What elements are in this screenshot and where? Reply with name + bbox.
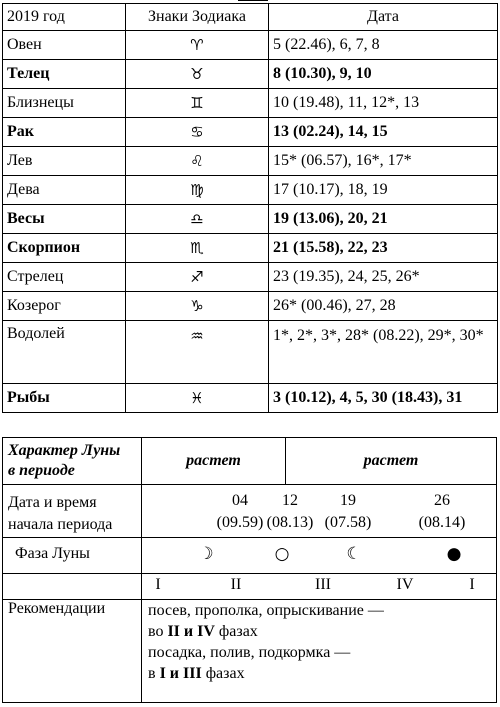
- zodiac-symbol-icon: ♐︎: [126, 263, 269, 292]
- header-year: 2019 год: [3, 4, 126, 31]
- moon-roman-row: [3, 573, 496, 600]
- zodiac-table: [2, 3, 498, 413]
- phase-number: II: [230, 576, 242, 593]
- moon-date-label: Дата и время начала периода: [8, 494, 113, 533]
- zodiac-symbol-icon: ♏︎: [126, 234, 269, 263]
- waning-crescent-icon: ☾: [346, 544, 362, 564]
- zodiac-dates: 5 (22.46), 6, 7, 8: [269, 31, 498, 60]
- moon-recommendations-row: [3, 599, 496, 702]
- zodiac-sign-name: Стрелец: [3, 263, 126, 292]
- zodiac-symbol-icon: ♍︎: [126, 176, 269, 205]
- zodiac-sign-name: Рыбы: [3, 384, 126, 413]
- zodiac-dates: 8 (10.30), 9, 10: [269, 60, 498, 89]
- moon-character-label: Характер Луны в периоде: [8, 442, 121, 479]
- zodiac-symbol-icon: ♌︎: [126, 147, 269, 176]
- period-time: (08.14): [418, 514, 466, 531]
- zodiac-dates: 19 (13.06), 20, 21: [269, 205, 498, 234]
- zodiac-row: [3, 147, 498, 176]
- zodiac-symbol-icon: ♎︎: [126, 205, 269, 234]
- full-moon-icon: ○: [274, 544, 290, 564]
- zodiac-row: [3, 384, 498, 413]
- period-time: (07.58): [324, 514, 372, 531]
- zodiac-row: [3, 118, 498, 147]
- period-day: 26: [434, 492, 450, 509]
- zodiac-dates: 3 (10.12), 4, 5, 30 (18.43), 31: [269, 384, 498, 413]
- zodiac-header-row: [3, 4, 498, 31]
- period-time: (08.13): [266, 514, 314, 531]
- zodiac-sign-name: Дева: [3, 176, 126, 205]
- period-day: 12: [282, 492, 298, 509]
- phase-number: I: [155, 576, 161, 593]
- zodiac-sign-name: Козерог: [3, 292, 126, 321]
- period-time: (09.59): [216, 514, 264, 531]
- zodiac-sign-name: Телец: [3, 60, 126, 89]
- phase-number: I: [469, 576, 475, 593]
- zodiac-sign-name: Водолей: [3, 321, 126, 384]
- zodiac-symbol-icon: ♉︎: [126, 60, 269, 89]
- zodiac-symbol-icon: ♓︎: [126, 384, 269, 413]
- new-moon-icon: ●: [446, 544, 462, 564]
- zodiac-sign-name: Весы: [3, 205, 126, 234]
- rec-text: посев, прополка, опрыскивание — во II и IV фазах посадка, полив, подкормка — в I и III фазах: [148, 602, 384, 682]
- zodiac-dates: 17 (10.17), 18, 19: [269, 176, 498, 205]
- zodiac-dates: 26* (00.46), 27, 28: [269, 292, 498, 321]
- zodiac-symbol-icon: ♒︎: [126, 321, 269, 384]
- waxing-crescent-icon: ☽: [198, 544, 214, 564]
- period-day: 19: [340, 492, 356, 509]
- zodiac-sign-name: Близнецы: [3, 89, 126, 118]
- zodiac-row: [3, 60, 498, 89]
- zodiac-symbol-icon: ♈︎: [126, 31, 269, 60]
- moon-period: [260, 490, 320, 534]
- zodiac-row: [3, 31, 498, 60]
- period-day: 04: [232, 492, 248, 509]
- zodiac-row: [3, 292, 498, 321]
- zodiac-symbol-icon: ♋︎: [126, 118, 269, 147]
- zodiac-symbol-icon: ♑︎: [126, 292, 269, 321]
- zodiac-dates: 10 (19.48), 11, 12*, 13: [269, 89, 498, 118]
- zodiac-row: [3, 89, 498, 118]
- zodiac-sign-name: Рак: [3, 118, 126, 147]
- moon-character-2: растет: [363, 452, 419, 469]
- moon-character-1: растет: [186, 452, 241, 469]
- rec-label: Рекомендации: [8, 600, 106, 617]
- header-dates: Дата: [269, 4, 498, 31]
- zodiac-sign-name: Лев: [3, 147, 126, 176]
- zodiac-row: [3, 321, 498, 384]
- phase-number: IV: [396, 576, 414, 593]
- moon-dates-row: [3, 484, 496, 538]
- moon-phase-label: Фаза Луны: [15, 545, 90, 562]
- zodiac-row: [3, 205, 498, 234]
- zodiac-dates: 15* (06.57), 16*, 17*: [269, 147, 498, 176]
- zodiac-dates: 23 (19.35), 24, 25, 26*: [269, 263, 498, 292]
- moon-phase-table: [2, 437, 497, 703]
- zodiac-row: [3, 176, 498, 205]
- moon-period: [318, 490, 378, 534]
- moon-period: [412, 490, 472, 534]
- zodiac-dates: 1*, 2*, 3*, 28* (08.22), 29*, 30*: [269, 321, 498, 384]
- zodiac-sign-name: Скорпион: [3, 234, 126, 263]
- moon-character-row: [3, 438, 496, 485]
- zodiac-dates: 13 (02.24), 14, 15: [269, 118, 498, 147]
- moon-phase-row: [3, 537, 496, 574]
- zodiac-dates: 21 (15.58), 22, 23: [269, 234, 498, 263]
- zodiac-row: [3, 234, 498, 263]
- zodiac-symbol-icon: ♊︎: [126, 89, 269, 118]
- zodiac-row: [3, 263, 498, 292]
- phase-number: III: [315, 576, 331, 593]
- zodiac-sign-name: Овен: [3, 31, 126, 60]
- header-signs: Знаки Зодиака: [126, 4, 269, 31]
